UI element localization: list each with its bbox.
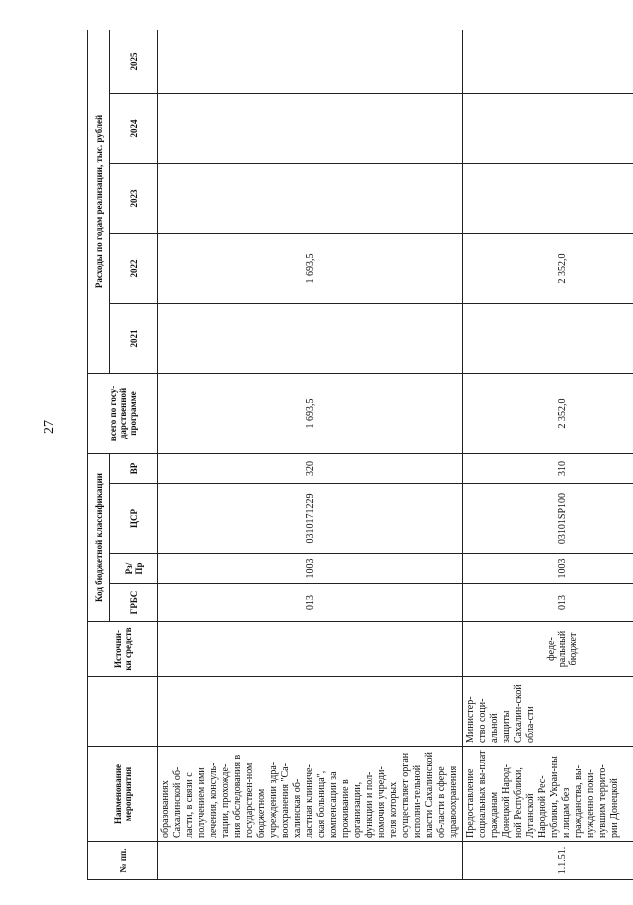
row-source (158, 622, 463, 677)
row-source: феде-ральный бюджет (463, 622, 633, 677)
row-2021 (158, 303, 463, 373)
header-budget-code: Код бюджетной классификации (88, 453, 110, 621)
row-total: 2 352,0 (463, 373, 633, 453)
header-no: № пп. (88, 842, 158, 880)
row-vr: 310 (463, 453, 633, 483)
header-2022: 2022 (110, 233, 158, 303)
row-2025 (463, 30, 633, 93)
budget-table-container (87, 30, 633, 880)
row-name: образованиях Сахалинской об-ласти, в связи с получением ими лечения, консуль-тации, прохожде-ния обследования в государствен-ном бюджетном учреждении здра-воохранения "Са-халинская об-ластная клиниче-ская больница", компенсации за проживание в организации, функции и пол-номочия учреди-теля которых осуществляет орган исполни-тельной власти Сахалинской об-ласти в сфере здравоохранения (158, 747, 463, 842)
header-grbs: ГРБС (110, 584, 158, 622)
header-2023: 2023 (110, 163, 158, 233)
header-csr: ЦСР (110, 484, 158, 554)
header-rz-pr: Рз/ Пр (110, 554, 158, 584)
row-2021 (463, 303, 633, 373)
row-2025 (158, 30, 463, 93)
row-2024 (463, 93, 633, 163)
header-2021: 2021 (110, 303, 158, 373)
row-2023 (463, 163, 633, 233)
header-2025: 2025 (110, 30, 158, 93)
row-vr: 320 (158, 453, 463, 483)
table-row (158, 30, 463, 880)
row-total: 1 693,5 (158, 373, 463, 453)
row-executor: Министер-ство соци-альной защиты Сахалин-ской обла-сти (463, 677, 633, 747)
row-executor (158, 677, 463, 747)
header-vr: ВР (110, 453, 158, 483)
row-2022: 2 352,0 (463, 233, 633, 303)
row-grbs: 013 (463, 584, 633, 622)
row-rz-pr: 1003 (463, 554, 633, 584)
header-executor (88, 677, 158, 747)
row-no (158, 842, 463, 880)
header-expenses: Расходы по годам реализации, тыс. рублей (88, 30, 110, 373)
row-2023 (158, 163, 463, 233)
header-source: Источни-ки средств (88, 622, 158, 677)
row-csr: 03101SP100 (463, 484, 633, 554)
row-grbs: 013 (158, 584, 463, 622)
header-total: всего по госу-дарственной программе (88, 373, 158, 453)
row-no: 1.1.51. (463, 842, 633, 880)
table-row (463, 30, 633, 880)
row-rz-pr: 1003 (158, 554, 463, 584)
header-2024: 2024 (110, 93, 158, 163)
budget-table (87, 30, 633, 880)
header-name: Наименование мероприятия (88, 747, 158, 842)
row-csr: 0310171229 (158, 484, 463, 554)
row-name: Предоставление социальных вы-плат гражданам Донецкой Народ-ной Республики, Луганской Народной Рес-публики, Украи-ны и лицам без гражданства, вы-нужденно поки-нувшим террито-рии Донецкой (463, 747, 633, 842)
row-2022: 1 693,5 (158, 233, 463, 303)
page-number: 27 (42, 420, 57, 434)
row-2024 (158, 93, 463, 163)
